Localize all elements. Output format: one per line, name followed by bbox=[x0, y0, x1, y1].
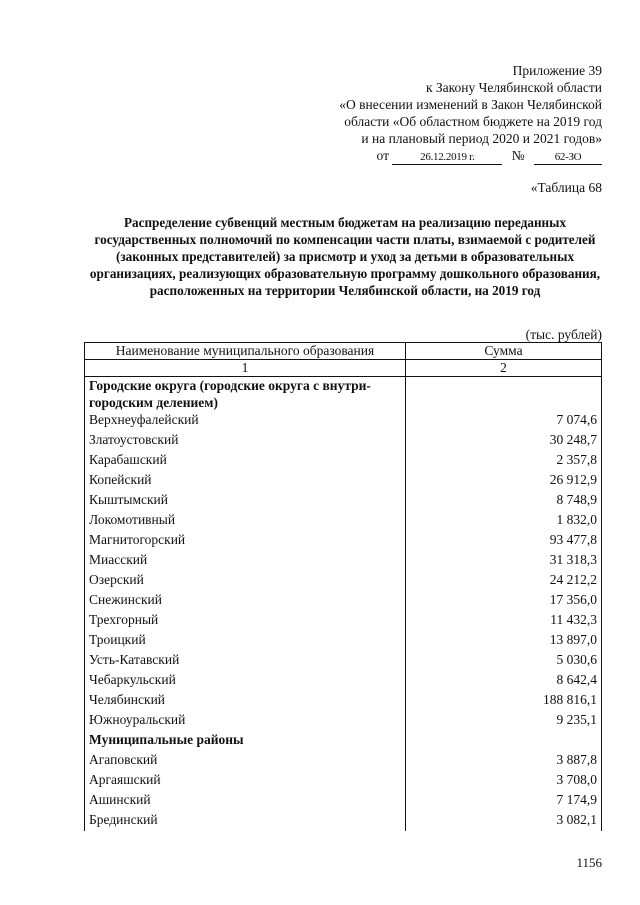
table-row bbox=[85, 631, 602, 651]
appendix-line: к Закону Челябинской области bbox=[425, 80, 602, 95]
table-section-row bbox=[85, 731, 602, 751]
column-number-row bbox=[85, 360, 602, 377]
table-row bbox=[85, 451, 602, 471]
amount-value: 8 748,9 bbox=[406, 491, 602, 511]
municipality-name: Челябинский bbox=[85, 691, 406, 711]
law-number: 62-ЗО bbox=[534, 150, 602, 165]
table-row bbox=[85, 431, 602, 451]
table-row bbox=[85, 511, 602, 531]
municipality-name: Магнитогорский bbox=[85, 531, 406, 551]
subvention-table bbox=[84, 342, 602, 831]
amount-value bbox=[406, 731, 602, 751]
municipality-name: Усть-Катавский bbox=[85, 651, 406, 671]
amount-value: 3 708,0 bbox=[406, 771, 602, 791]
amount-value: 17 356,0 bbox=[406, 591, 602, 611]
law-reference-line bbox=[242, 147, 602, 165]
amount-value: 31 318,3 bbox=[406, 551, 602, 571]
table-section-row bbox=[85, 377, 602, 412]
appendix-line: области «Об областном бюджете на 2019 год bbox=[344, 114, 602, 129]
municipality-name: Кыштымский bbox=[85, 491, 406, 511]
amount-value: 3 887,8 bbox=[406, 751, 602, 771]
amount-value: 30 248,7 bbox=[406, 431, 602, 451]
table-row bbox=[85, 611, 602, 631]
municipality-name: Аргаяшский bbox=[85, 771, 406, 791]
table-row bbox=[85, 811, 602, 831]
law-date: 26.12.2019 г. bbox=[392, 150, 502, 165]
page-number: 1156 bbox=[576, 855, 602, 870]
amount-value: 2 357,8 bbox=[406, 451, 602, 471]
amount-value bbox=[406, 377, 602, 412]
municipality-name: Агаповский bbox=[85, 751, 406, 771]
municipality-name: Локомотивный bbox=[85, 511, 406, 531]
amount-value: 13 897,0 bbox=[406, 631, 602, 651]
column-number: 1 bbox=[85, 360, 406, 377]
municipality-name: Брединский bbox=[85, 811, 406, 831]
municipality-name: Верхнеуфалейский bbox=[85, 411, 406, 431]
municipality-name: Троицкий bbox=[85, 631, 406, 651]
municipality-name: Трехгорный bbox=[85, 611, 406, 631]
table-row bbox=[85, 771, 602, 791]
amount-value: 7 074,6 bbox=[406, 411, 602, 431]
table-row bbox=[85, 691, 602, 711]
table-header-row bbox=[85, 343, 602, 360]
number-label: № bbox=[511, 148, 525, 163]
amount-value: 5 030,6 bbox=[406, 651, 602, 671]
table-row bbox=[85, 531, 602, 551]
amount-value: 24 212,2 bbox=[406, 571, 602, 591]
municipality-name: Городские округа (городские округа с внутри-городским делением) bbox=[85, 377, 406, 412]
amount-value: 9 235,1 bbox=[406, 711, 602, 731]
municipality-name: Карабашский bbox=[85, 451, 406, 471]
amount-value: 3 082,1 bbox=[406, 811, 602, 831]
appendix-line: и на плановый период 2020 и 2021 годов» bbox=[361, 131, 602, 146]
table-caption: «Таблица 68 bbox=[530, 180, 602, 195]
municipality-name: Чебаркульский bbox=[85, 671, 406, 691]
amount-value: 7 174,9 bbox=[406, 791, 602, 811]
units-label: (тыс. рублей) bbox=[525, 327, 602, 342]
amount-value: 11 432,3 bbox=[406, 611, 602, 631]
municipality-name: Озерский bbox=[85, 571, 406, 591]
column-header-amount: Сумма bbox=[406, 343, 602, 360]
table-row bbox=[85, 551, 602, 571]
municipality-name: Муниципальные районы bbox=[85, 731, 406, 751]
table-row bbox=[85, 591, 602, 611]
amount-value: 188 816,1 bbox=[406, 691, 602, 711]
municipality-name: Снежинский bbox=[85, 591, 406, 611]
column-number: 2 bbox=[406, 360, 602, 377]
municipality-name: Ашинский bbox=[85, 791, 406, 811]
municipality-name: Южноуральский bbox=[85, 711, 406, 731]
table-row bbox=[85, 791, 602, 811]
table-row bbox=[85, 491, 602, 511]
amount-value: 1 832,0 bbox=[406, 511, 602, 531]
document-title: Распределение субвенций местным бюджетам на реализацию переданных государственных полномочий по компенсации части платы, взимаемой с родителей (законных представителей) за присмотр и уход за детьми в образовательных организациях, реализующих образовательную программу дошкольного образования, расположенных на территории Челябинской области, на 2019 год bbox=[89, 215, 601, 298]
amount-value: 93 477,8 bbox=[406, 531, 602, 551]
appendix-header bbox=[242, 62, 602, 165]
table-row bbox=[85, 571, 602, 591]
table-row bbox=[85, 751, 602, 771]
appendix-line: «О внесении изменений в Закон Челябинской bbox=[339, 97, 602, 112]
table-row bbox=[85, 711, 602, 731]
table-row bbox=[85, 671, 602, 691]
table-row bbox=[85, 411, 602, 431]
table-row bbox=[85, 471, 602, 491]
amount-value: 26 912,9 bbox=[406, 471, 602, 491]
municipality-name: Копейский bbox=[85, 471, 406, 491]
amount-value: 8 642,4 bbox=[406, 671, 602, 691]
table-row bbox=[85, 651, 602, 671]
column-header-name: Наименование муниципального образования bbox=[85, 343, 406, 360]
municipality-name: Миасский bbox=[85, 551, 406, 571]
appendix-line: Приложение 39 bbox=[512, 63, 602, 78]
municipality-name: Златоустовский bbox=[85, 431, 406, 451]
from-label: от bbox=[376, 148, 389, 163]
